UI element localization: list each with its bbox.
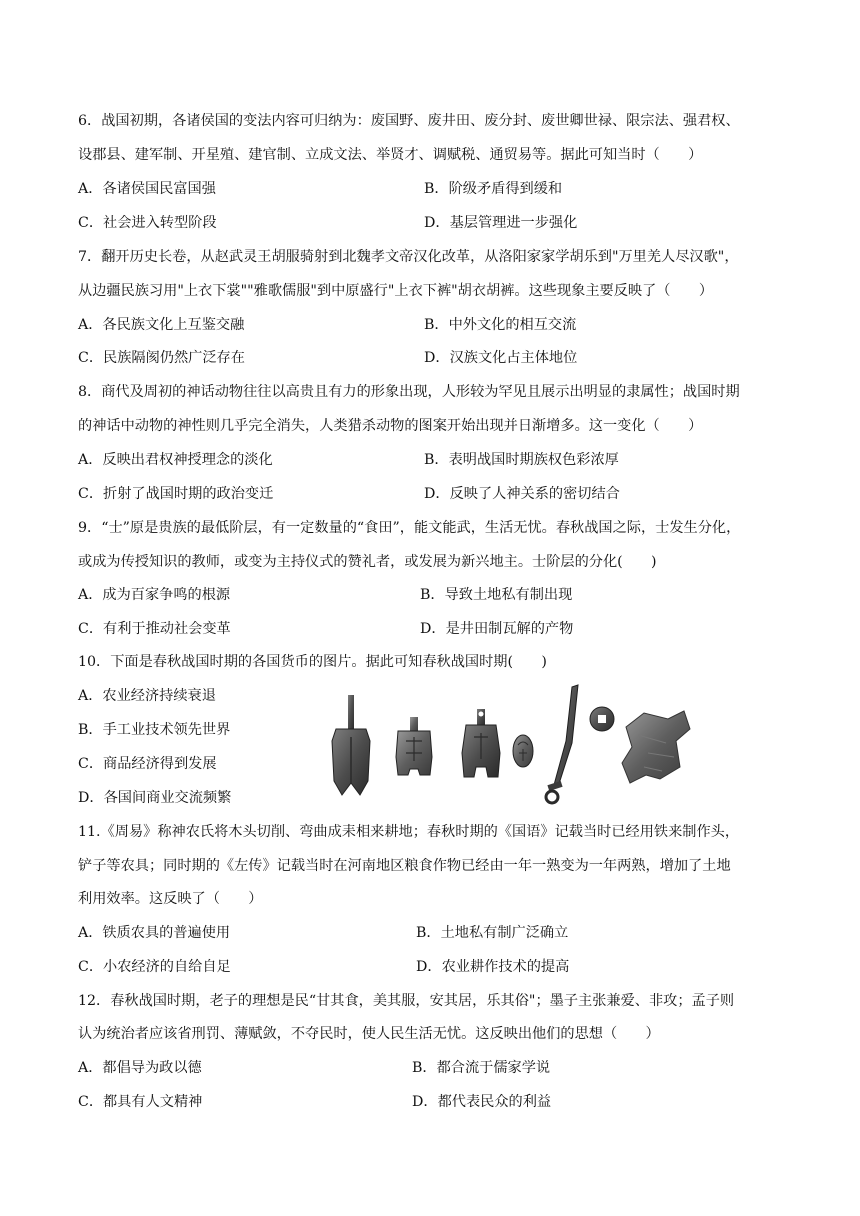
question-11-line-3: 利用效率。这反映了（ ）: [78, 891, 263, 907]
question-8-line-2: 的神话中动物的神性则几乎完全消失，人类猎杀动物的图案开始出现并日渐增多。这一变化（ ）: [78, 418, 703, 434]
question-7-option-b[interactable]: B．中外文化的相互交流: [424, 317, 577, 333]
ant-nose-coin-icon: [513, 735, 533, 767]
question-12-option-c[interactable]: C．都具有人文精神: [78, 1094, 203, 1110]
question-9-option-d[interactable]: D．是井田制瓦解的产物: [420, 621, 574, 637]
question-8-option-d[interactable]: D．反映了人神关系的密切结合: [424, 486, 620, 502]
question-9-line-2: 或成为传授知识的教师，或变为主持仪式的赞礼者，或发展为新兴地主。士阶层的分化( ): [78, 554, 657, 570]
question-6-option-c[interactable]: C．社会进入转型阶段: [78, 215, 217, 231]
pointed-spade-coin-icon: [462, 709, 500, 777]
question-9-line-1: 9．“士”原是贵族的最低阶层，有一定数量的“食田”，能文能武，生活无忧。春秋战国之际，士发生分化，: [78, 520, 741, 536]
question-7-line-1: 7．翻开历史长卷，从赵武灵王胡服骑射到北魏孝文帝汉化改革，从洛阳家家学胡乐到"万里羌人尽汉歌"，: [78, 249, 739, 265]
round-coin-icon: [590, 707, 614, 731]
question-10-option-c[interactable]: C．商品经济得到发展: [78, 756, 217, 772]
knife-coin-icon: [546, 685, 578, 803]
question-7-option-d[interactable]: D．汉族文化占主体地位: [424, 350, 578, 366]
question-10-option-b[interactable]: B．手工业技术领先世界: [78, 722, 231, 738]
question-7-line-2: 从边疆民族习用"上衣下裳""雅歌儒服"到中原盛行"上衣下裤"胡衣胡裤。这些现象主要反映了（ ）: [78, 283, 714, 299]
question-11-option-d[interactable]: D．农业耕作技术的提高: [416, 959, 570, 975]
question-12-option-a[interactable]: A．都倡导为政以德: [78, 1060, 202, 1076]
question-8-option-a[interactable]: A．反映出君权神授理念的淡化: [78, 452, 273, 468]
question-11-option-a[interactable]: A．铁质农具的普遍使用: [78, 925, 231, 941]
question-6-line-1: 6．战国初期，各诸侯国的变法内容可归纳为：废国野、废井田、废分封、废世卿世禄、限宗法、强君权、: [78, 113, 740, 129]
question-9-option-b[interactable]: B．导致土地私有制出现: [420, 587, 573, 603]
question-7-option-c[interactable]: C．民族隔阂仍然广泛存在: [78, 350, 245, 366]
question-11-line-1: 11.《周易》称神农氏将木头切削、弯曲成耒相来耕地；春秋时期的《国语》记载当时已经用铁来制作头，: [78, 824, 740, 840]
question-7-option-a[interactable]: A．各民族文化上互鉴交融: [78, 317, 245, 333]
question-11-option-c[interactable]: C．小农经济的自给自足: [78, 959, 231, 975]
question-10-option-d[interactable]: D．各国间商业交流频繁: [78, 790, 232, 806]
question-9-option-c[interactable]: C．有利于推动社会变革: [78, 621, 231, 637]
spade-coin-icon: [332, 695, 370, 795]
question-8-option-b[interactable]: B．表明战国时期族权色彩浓厚: [424, 452, 619, 468]
broken-spade-coin-icon: [622, 711, 690, 783]
question-6-option-d[interactable]: D．基层管理进一步强化: [424, 215, 578, 231]
question-8-line-1: 8．商代及周初的神话动物往往以高贵且有力的形象出现，人形较为罕见且展示出明显的隶属性；战国时期: [78, 384, 740, 400]
question-10-option-a[interactable]: A．农业经济持续衰退: [78, 688, 216, 704]
question-6-option-b[interactable]: B．阶级矛盾得到缓和: [424, 181, 563, 197]
question-6-option-a[interactable]: A．各诸侯国民富国强: [78, 181, 216, 197]
question-10-line-1: 10．下面是春秋战国时期的各国货币的图片。据此可知春秋战国时期( ): [78, 654, 547, 670]
ancient-coins-image: [326, 683, 698, 807]
question-11-option-b[interactable]: B．土地私有制广泛确立: [416, 925, 569, 941]
question-12-line-1: 12．春秋战国时期，老子的理想是民“甘其食，美其服，安其居，乐其俗"；墨子主张兼爱、非攻；孟子则: [78, 993, 735, 1009]
question-12-line-2: 认为统治者应该省刑罚、薄赋敛，不夺民时，使人民生活无忧。这反映出他们的思想（ ）: [78, 1026, 660, 1042]
question-8-option-c[interactable]: C．折射了战国时期的政治变迁: [78, 486, 274, 502]
question-9-option-a[interactable]: A．成为百家争鸣的根源: [78, 587, 231, 603]
question-6-line-2: 设郡县、建军制、开星殖、建官制、立成文法、举贤才、调赋税、通贸易等。据此可知当时（ ）: [78, 147, 703, 163]
square-spade-coin-icon: [396, 717, 432, 775]
question-12-option-b[interactable]: B．都合流于儒家学说: [412, 1060, 551, 1076]
question-11-line-2: 铲子等农具；同时期的《左传》记载当时在河南地区粮食作物已经由一年一熟变为一年两熟，增加了土地: [78, 858, 731, 874]
question-12-option-d[interactable]: D．都代表民众的利益: [412, 1094, 552, 1110]
